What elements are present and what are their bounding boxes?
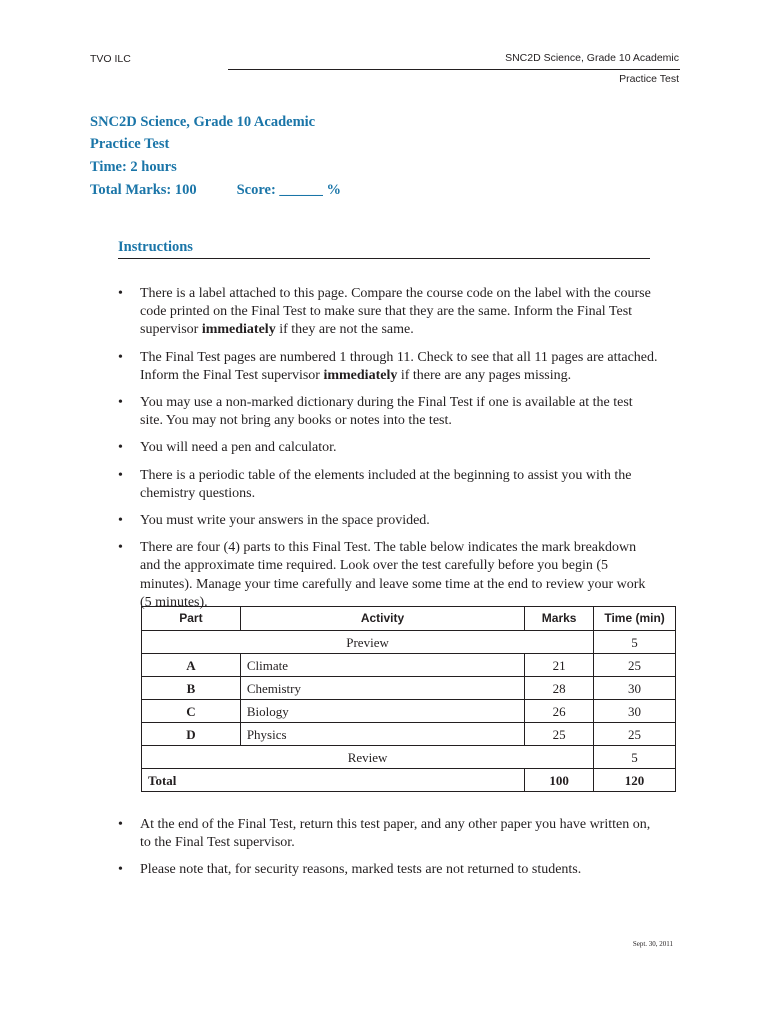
activity-cell: Physics — [240, 723, 524, 746]
mark-breakdown-table — [141, 606, 676, 792]
header-course-title: SNC2D Science, Grade 10 Academic — [505, 52, 679, 64]
table-row — [142, 677, 676, 700]
review-label: Review — [142, 746, 594, 769]
instructions-heading: Instructions — [118, 239, 193, 255]
list-item: • At the end of the Final Test, return this test paper, and any other paper you have written on, to the Final Test supervisor. — [118, 817, 651, 851]
part-cell: D — [142, 723, 241, 746]
table-row — [142, 631, 676, 654]
time-cell: 30 — [594, 700, 676, 723]
review-time: 5 — [594, 746, 676, 769]
column-header-time: Time (min) — [594, 607, 676, 631]
part-cell: C — [142, 700, 241, 723]
marks-score-line — [90, 182, 341, 199]
list-item: • You must write your answers in the space provided. — [118, 512, 658, 530]
marks-cell: 28 — [525, 677, 594, 700]
list-item: • You may use a non-marked dictionary during the Final Test if one is available at the test site. You may not bring any books or notes into the test. — [118, 395, 633, 429]
test-title: Practice Test — [90, 136, 170, 152]
closing-instructions-list — [118, 816, 658, 889]
marks-cell: 25 — [525, 723, 594, 746]
marks-cell: 26 — [525, 700, 594, 723]
bullet-icon: • — [118, 349, 123, 365]
bullet-icon: • — [118, 817, 123, 832]
bullet-icon: • — [118, 513, 123, 529]
header-left-label: TVO ILC — [90, 53, 131, 65]
table-row — [142, 700, 676, 723]
table-row — [142, 723, 676, 746]
list-item: • You will need a pen and calculator. — [118, 439, 658, 457]
activity-cell: Biology — [240, 700, 524, 723]
time-cell: 25 — [594, 654, 676, 677]
preview-label: Preview — [142, 631, 594, 654]
course-title: SNC2D Science, Grade 10 Academic — [90, 114, 316, 130]
header-rule — [228, 69, 680, 70]
column-header-activity: Activity — [240, 607, 524, 631]
bullet-icon: • — [118, 440, 123, 456]
list-item: • The Final Test pages are numbered 1 through 11. Check to see that all 11 pages are attached. Inform the Final Test supervisor immediately if there are any pages missing. — [118, 349, 658, 383]
time-allowed: Time: 2 hours — [90, 159, 177, 175]
preview-time: 5 — [594, 631, 676, 654]
bullet-icon: • — [118, 540, 123, 556]
bullet-icon: • — [118, 395, 123, 411]
column-header-part: Part — [142, 607, 241, 631]
bullet-icon: • — [118, 286, 123, 301]
total-label: Total — [142, 769, 525, 792]
activity-cell: Climate — [240, 654, 524, 677]
list-item: • There are four (4) parts to this Final Test. The table below indicates the mark breakdown and the approximate time required. Look over the test carefully before you begin (5 minutes). Manage your time carefully and leave some time at the end to review your work (5 minutes). — [118, 540, 646, 610]
table-header-row — [142, 607, 676, 631]
score-field: Score: ______ % — [236, 182, 342, 198]
header-subtitle: Practice Test — [619, 73, 679, 85]
time-cell: 25 — [594, 723, 676, 746]
footer-date: Sept. 30, 2011 — [632, 940, 673, 948]
table-row — [142, 654, 676, 677]
instructions-rule — [118, 258, 650, 259]
total-time-cell: 120 — [594, 769, 676, 792]
instructions-list — [118, 285, 658, 621]
list-item: • Please note that, for security reasons, marked tests are not returned to students. — [118, 861, 658, 879]
bullet-icon: • — [118, 467, 123, 483]
part-cell: B — [142, 677, 241, 700]
total-marks: Total Marks: 100 — [90, 182, 197, 198]
total-marks-cell: 100 — [525, 769, 594, 792]
table-row — [142, 746, 676, 769]
column-header-marks: Marks — [525, 607, 594, 631]
part-cell: A — [142, 654, 241, 677]
time-cell: 30 — [594, 677, 676, 700]
list-item: • There is a periodic table of the elements included at the beginning to assist you with the chemistry questions. — [118, 467, 632, 501]
activity-cell: Chemistry — [240, 677, 524, 700]
list-item: • There is a label attached to this page. Compare the course code on the label with the course code printed on the Final Test to make sure that they are the same. Inform the Final Test supervisor immediately if they are not the same. — [118, 286, 651, 338]
marks-cell: 21 — [525, 654, 594, 677]
table-total-row — [142, 769, 676, 792]
bullet-icon: • — [118, 862, 123, 878]
